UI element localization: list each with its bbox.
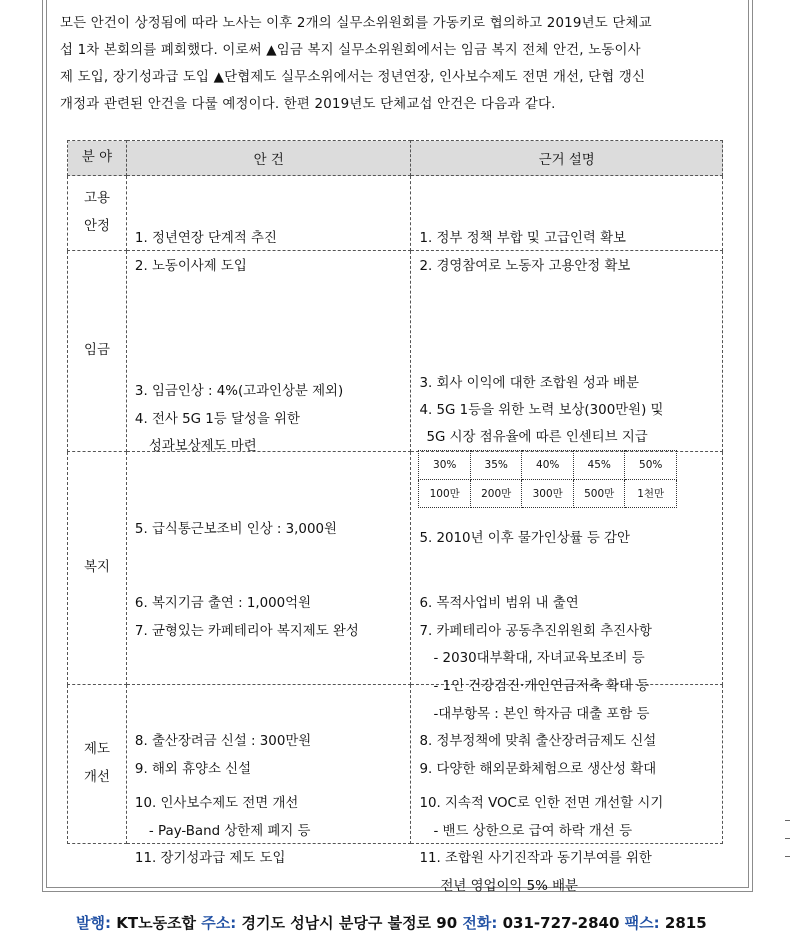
- basis-cell: [411, 251, 723, 546]
- basis-item: 전년 영업이익 5% 배분: [440, 879, 578, 894]
- agenda-item: 8. 출산장려금 신설 : 300만원: [134, 734, 312, 749]
- incentive-amount: 300만: [522, 479, 574, 508]
- category-employment: [68, 176, 127, 251]
- category-label: 복지: [84, 560, 110, 575]
- table-row-employment: [68, 176, 723, 251]
- agenda-item: 4. 전사 5G 1등 달성을 위한: [134, 412, 300, 427]
- agenda-item: 6. 복지기금 출연 : 1,000억원: [134, 596, 312, 611]
- category-welfare: [68, 452, 127, 685]
- address-value: 경기도 성남시 분당구 불정로 90: [241, 914, 458, 932]
- category-label: 고용: [84, 191, 110, 206]
- basis-item: 9. 다양한 해외문화체험으로 생산성 확대: [419, 762, 657, 777]
- fax-value: 2815: [664, 914, 707, 932]
- incentive-amount-row: [419, 479, 677, 508]
- intro-line: 개정과 관련된 안건을 다룰 예정이다. 한편 2019년도 단체교섭 안건은 다음과 같다.: [60, 97, 556, 112]
- header-basis: 근거 설명: [411, 141, 723, 176]
- basis-item: 7. 카페테리아 공동추진위원회 추진사항: [419, 624, 652, 639]
- publisher-label: 발행:: [76, 914, 111, 932]
- incentive-rate-row: [419, 451, 677, 480]
- basis-item: 6. 목적사업비 범위 내 출연: [419, 596, 579, 611]
- intro-paragraph: [60, 10, 744, 118]
- agenda-cell: [126, 176, 411, 274]
- edge-mark: [785, 856, 790, 857]
- incentive-rate: 30%: [419, 451, 471, 480]
- publisher-name: KT노동조합: [116, 914, 197, 932]
- edge-mark: [785, 838, 790, 839]
- incentive-amount: 100만: [419, 479, 471, 508]
- category-label: 제도: [84, 742, 110, 757]
- address-label: 주소:: [201, 914, 237, 932]
- basis-item: 3. 회사 이익에 대한 조합원 성과 배분: [419, 376, 639, 391]
- agenda-item: 성과보상제도 마련: [148, 439, 257, 454]
- agenda-item: 5. 급식통근보조비 인상 : 3,000원: [134, 522, 337, 537]
- agenda-item: 11. 장기성과급 제도 도입: [134, 851, 286, 866]
- agenda-item: 3. 임금인상 : 4%(고과인상분 제외): [134, 384, 344, 399]
- intro-line: 모든 안건이 상정됨에 따라 노사는 이후 2개의 실무소위원회를 가동키로 협의하고 2019년도 단체교: [60, 16, 652, 31]
- incentive-rate: 40%: [522, 451, 574, 480]
- basis-item: - 밴드 상한으로 급여 하락 개선 등: [433, 824, 632, 839]
- phone-value: 031-727-2840: [502, 914, 620, 932]
- incentive-table: [418, 450, 677, 508]
- agenda-item: - Pay-Band 상한제 폐지 등: [148, 824, 311, 839]
- basis-item: 11. 조합원 사기진작과 동기부여를 위한: [419, 851, 652, 866]
- incentive-amount: 200만: [470, 479, 522, 508]
- fax-label: 팩스:: [624, 914, 660, 932]
- basis-item: - 1인 건강검진·개인연금저축 확대 등: [433, 679, 650, 694]
- intro-line: 섭 1차 본회의를 폐회했다. 이로써 ▲임금 복지 실무소위원회에서는 임금 복지 전체 안건, 노동이사: [60, 43, 641, 58]
- agenda-item: 10. 인사보수제도 전면 개선: [134, 796, 299, 811]
- agenda-item: 2. 노동이사제 도입: [134, 259, 247, 274]
- agenda-item: 1. 정년연장 단계적 추진: [134, 231, 277, 246]
- category-label: 개선: [84, 770, 110, 785]
- incentive-rate: 50%: [625, 451, 677, 480]
- basis-item: 5G 시장 점유율에 따른 인센티브 지급: [426, 430, 648, 445]
- category-label: 임금: [84, 343, 110, 358]
- phone-label: 전화:: [462, 914, 498, 932]
- basis-item: 1. 정부 정책 부합 및 고급인력 확보: [419, 231, 626, 246]
- category-wage: [68, 251, 127, 452]
- incentive-amount: 500만: [573, 479, 625, 508]
- incentive-rate: 45%: [573, 451, 625, 480]
- basis-item: - 2030대부확대, 자녀교육보조비 등: [433, 651, 645, 666]
- bargaining-agenda-table: [67, 140, 723, 894]
- agenda-cell: [126, 251, 411, 537]
- basis-item: 8. 정부정책에 맞춰 출산장려금제도 신설: [419, 734, 657, 749]
- category-label: 안정: [84, 219, 110, 234]
- publisher-footer: [76, 912, 707, 933]
- table-header-row: [68, 141, 723, 176]
- incentive-rate: 35%: [470, 451, 522, 480]
- agenda-item: 9. 해외 휴양소 신설: [134, 762, 252, 777]
- header-agenda: 안 건: [126, 141, 411, 176]
- incentive-amount: 1천만: [625, 479, 677, 508]
- category-system-improvement: [68, 685, 127, 844]
- agenda-cell: [126, 452, 411, 777]
- basis-item: 2. 경영참여로 노동자 고용안정 확보: [419, 259, 631, 274]
- basis-item: 4. 5G 1등을 위한 노력 보상(300만원) 및: [419, 403, 664, 418]
- table-row-wage: [68, 251, 723, 452]
- basis-item: 10. 지속적 VOC로 인한 전면 개선할 시기: [419, 796, 664, 811]
- basis-item: 5. 2010년 이후 물가인상률 등 감안: [419, 531, 630, 546]
- header-category: 분 야: [68, 141, 127, 176]
- intro-line: 제 도입, 장기성과급 도입 ▲단협제도 실무소위에서는 정년연장, 인사보수제도 전면 개선, 단협 갱신: [60, 70, 646, 85]
- agenda-item: 7. 균형있는 카페테리아 복지제도 완성: [134, 624, 359, 639]
- edge-mark: [785, 820, 790, 821]
- basis-item: -대부항목 : 본인 학자금 대출 포함 등: [433, 707, 650, 722]
- basis-cell: [411, 176, 723, 274]
